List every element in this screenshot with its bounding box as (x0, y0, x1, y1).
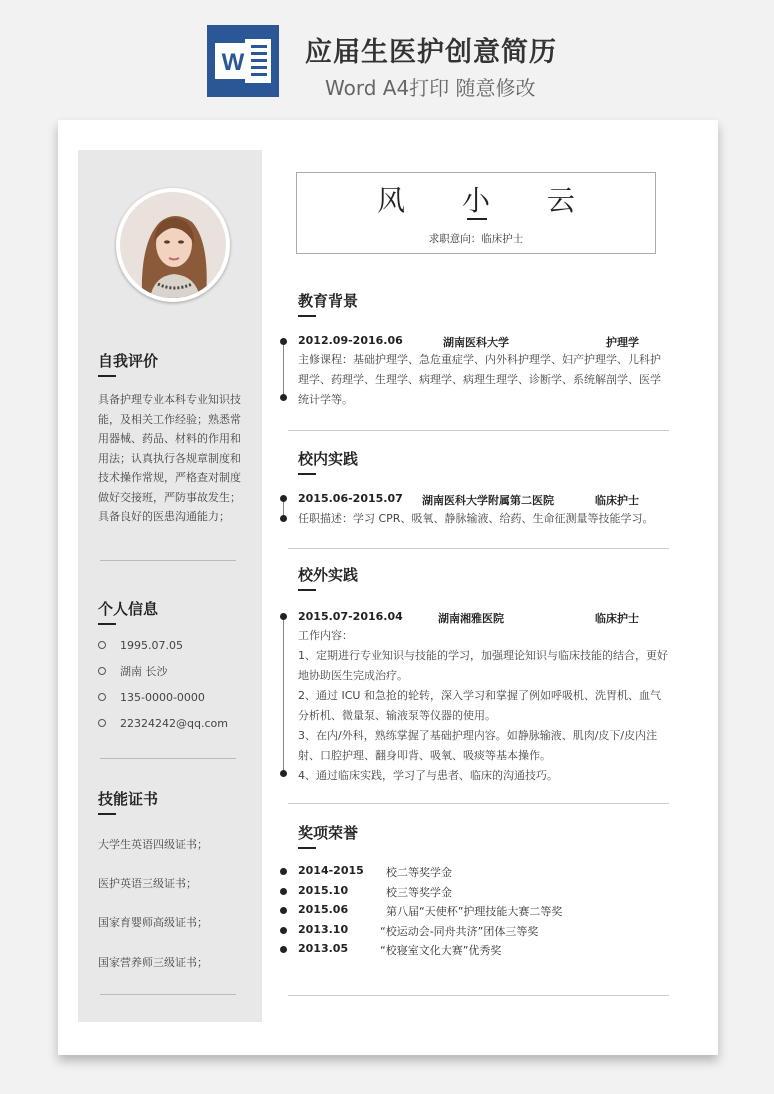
cert-item: 大学生英语四级证书； (98, 838, 208, 851)
campus-date: 2015.06-2015.07 (298, 492, 403, 505)
divider (100, 758, 236, 759)
name-box (296, 172, 656, 254)
timeline-dot (280, 394, 287, 401)
bullet-dot (280, 888, 287, 895)
info-birthday: 1995.07.05 (98, 638, 183, 654)
sidebar (78, 150, 262, 1022)
banner (0, 0, 774, 110)
award-text: 校二等奖学金 (386, 866, 452, 879)
section-divider (288, 803, 669, 804)
awards-heading: 奖项荣誉 (298, 824, 359, 842)
external-line: 3、在内/外科，熟练掌握了基础护理内容。如静脉输液、肌肉/皮下/皮内注射、口腔护理、翻身叩背、吸氧、吸痰等基本操作。 (298, 729, 658, 762)
word-icon (207, 25, 279, 97)
certs-heading: 技能证书 (98, 790, 159, 808)
campus-role: 临床护士 (595, 494, 639, 507)
bullet-dot (280, 946, 287, 953)
job-intent: 求职意向：临床护士 (428, 233, 524, 245)
section-divider (288, 430, 669, 431)
cert-item: 医护英语三级证书； (98, 877, 197, 890)
bullet-dot (280, 868, 287, 875)
external-line: 工作内容： (298, 629, 353, 642)
external-line: 1、定期进行专业知识与技能的学习，加强理论知识与临床技能的结合，更好地协助医生完成治疗。 (298, 649, 668, 682)
info-email: 22324242@qq.com (98, 716, 228, 732)
education-major: 护理学 (606, 336, 639, 349)
award-text: “校寝室文化大赛”优秀奖 (380, 944, 502, 957)
campus-org: 湖南医科大学附属第二医院 (422, 494, 554, 507)
bullet-circle-icon (98, 693, 106, 701)
resume-page (58, 120, 718, 1055)
bullet-dot (280, 927, 287, 934)
timeline-line (283, 617, 284, 773)
award-text: 校三等奖学金 (386, 886, 452, 899)
personal-info-heading: 个人信息 (98, 600, 159, 618)
timeline-dot (280, 495, 287, 502)
award-date: 2014-2015 (298, 864, 364, 877)
award-text: 第八届“天使杯”护理技能大赛二等奖 (386, 905, 563, 918)
banner-title: 应届生医护创意简历 (305, 37, 557, 68)
svg-text:W: W (221, 49, 245, 76)
education-heading: 教育背景 (298, 292, 359, 310)
external-line: 4、通过临床实践，学习了与患者、临床的沟通技巧。 (298, 769, 558, 782)
timeline-dot (280, 338, 287, 345)
timeline-dot (280, 515, 287, 522)
external-details (298, 626, 670, 786)
education-school: 湖南医科大学 (443, 336, 509, 349)
award-date: 2013.10 (298, 923, 349, 936)
bullet-circle-icon (98, 641, 106, 649)
divider (100, 560, 236, 561)
campus-practice-heading: 校内实践 (298, 450, 359, 468)
info-location: 湖南 长沙 (98, 664, 168, 680)
info-phone: 135-0000-0000 (98, 690, 205, 706)
cert-item: 国家育婴师高级证书； (98, 916, 208, 929)
external-line: 2、通过 ICU 和急抢的轮转，深入学习和掌握了例如呼吸机、洗胃机、血气分析机、微量泵、输液泵等仪器的使用。 (298, 689, 661, 722)
self-eval-text: 具备护理专业本科专业知识技能，及相关工作经验；熟悉常用器械、药品、材料的作用和用法；认真执行各规章制度和技术操作常规，严格查对制度做好交接班，严防事故发生；具备良好的医患沟通能力； (98, 393, 241, 523)
bullet-circle-icon (98, 667, 106, 675)
award-text: “校运动会-同舟共济”团体三等奖 (380, 925, 539, 938)
candidate-name: 风 小 云 (377, 184, 599, 217)
external-role: 临床护士 (595, 612, 639, 625)
name-underline (467, 218, 487, 220)
cert-item: 国家营养师三级证书； (98, 956, 208, 969)
self-eval-heading: 自我评价 (98, 352, 159, 370)
banner-subtitle: Word A4打印 随意修改 (325, 76, 536, 100)
divider (100, 994, 236, 995)
campus-detail: 任职描述：学习 CPR、吸氧、静脉输液、给药、生命征测量等技能学习。 (298, 512, 654, 525)
external-date: 2015.07-2016.04 (298, 610, 403, 623)
bullet-circle-icon (98, 719, 106, 727)
award-date: 2015.10 (298, 884, 349, 897)
section-divider (288, 995, 669, 996)
external-org: 湖南湘雅医院 (438, 612, 504, 625)
bullet-dot (280, 907, 287, 914)
section-divider (288, 548, 669, 549)
timeline-dot (280, 613, 287, 620)
avatar (116, 188, 230, 302)
timeline-dot (280, 770, 287, 777)
education-detail: 主修课程：基础护理学、急危重症学、内外科护理学、妇产护理学、儿科护理学、药理学、生理学、病理学、病理生理学、诊断学、系统解剖学、医学统计学等。 (298, 353, 661, 406)
education-date: 2012.09-2016.06 (298, 334, 403, 347)
award-date: 2013.05 (298, 942, 349, 955)
external-practice-heading: 校外实践 (298, 566, 359, 584)
award-date: 2015.06 (298, 903, 349, 916)
timeline-line (283, 342, 284, 398)
